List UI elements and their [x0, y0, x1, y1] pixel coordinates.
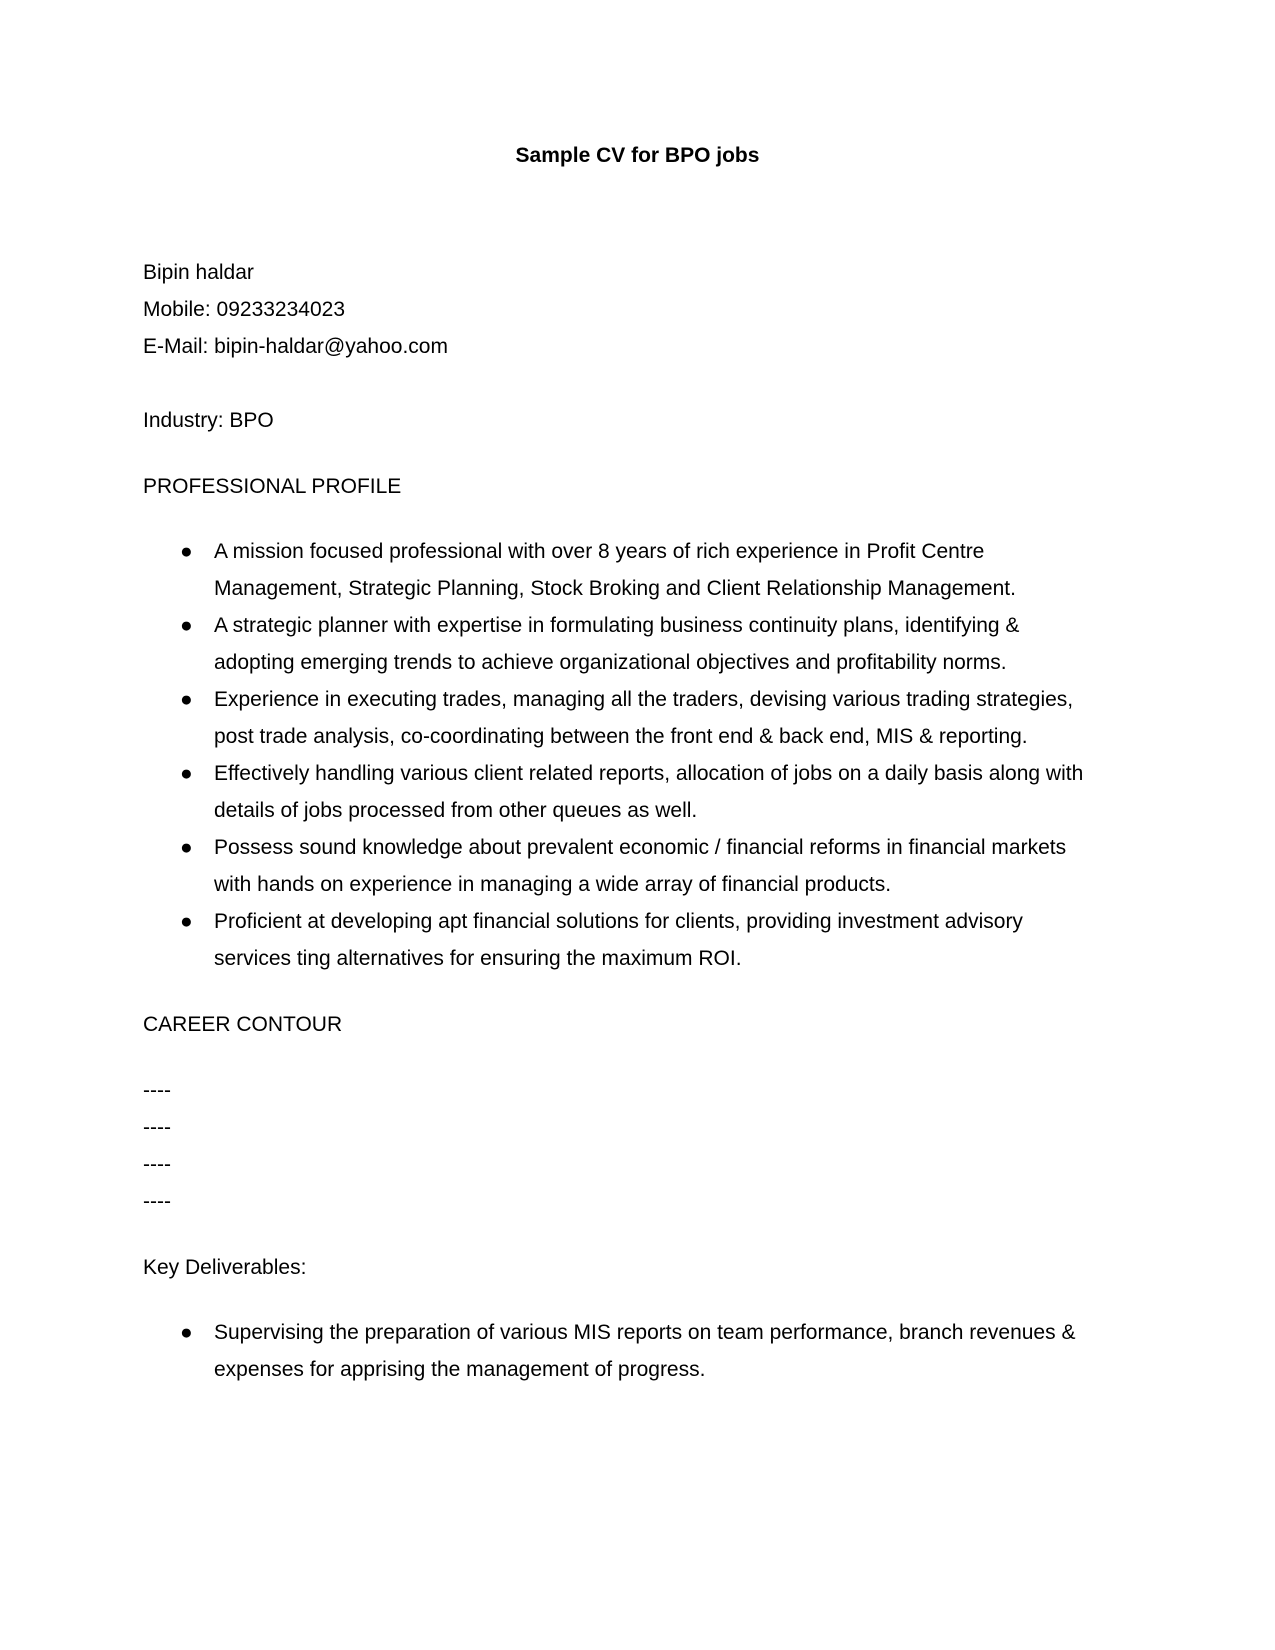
bullet-text: Proficient at developing apt financial solutions for clients, providing investment advisory services ting alternatives for ensuring the maximum ROI.: [214, 910, 1023, 970]
bullet-text: A mission focused professional with over 8 years of rich experience in Profit Centre Management, Strategic Planning, Stock Broking and Client Relationship Management.: [214, 540, 1016, 600]
bullet-text: Supervising the preparation of various MIS reports on team performance, branch revenues & expenses for apprising the management of progress.: [214, 1321, 1076, 1381]
list-item: [0, 829, 1275, 903]
profile-bullet-list: [0, 533, 1275, 977]
profile-heading: PROFESSIONAL PROFILE: [143, 475, 402, 498]
career-placeholder-line: ----: [143, 1079, 171, 1102]
contact-name: Bipin haldar: [143, 261, 254, 284]
industry-line: Industry: BPO: [143, 409, 274, 432]
bullet-text: Experience in executing trades, managing all the traders, devising various trading strategies, post trade analysis, co-coordinating between the front end & back end, MIS & reporting.: [214, 688, 1074, 748]
bullet-icon: ●: [180, 836, 193, 859]
bullet-text: A strategic planner with expertise in formulating business continuity plans, identifying & adopting emerging trends to achieve organizational objectives and profitability norms.: [214, 614, 1020, 674]
bullet-icon: ●: [180, 540, 193, 563]
list-item: [0, 607, 1275, 681]
list-item: [0, 1314, 1275, 1388]
bullet-icon: ●: [180, 1321, 193, 1344]
bullet-text: Effectively handling various client related reports, allocation of jobs on a daily basis along with details of jobs processed from other queues as well.: [214, 762, 1084, 822]
list-item: [0, 681, 1275, 755]
bullet-text: Possess sound knowledge about prevalent economic / financial reforms in financial markets with hands on experience in managing a wide array of financial products.: [214, 836, 1067, 896]
contact-mobile: Mobile: 09233234023: [143, 298, 346, 321]
deliverables-heading: Key Deliverables:: [143, 1256, 307, 1279]
career-placeholder-line: ----: [143, 1153, 171, 1176]
bullet-icon: ●: [180, 688, 193, 711]
deliverables-bullet-list: [0, 1314, 1275, 1388]
bullet-icon: ●: [180, 762, 193, 785]
bullet-icon: ●: [180, 614, 193, 637]
document-title: Sample CV for BPO jobs: [515, 144, 760, 167]
career-placeholder-line: ----: [143, 1190, 171, 1213]
list-item: [0, 755, 1275, 829]
list-item: [0, 903, 1275, 977]
career-heading: CAREER CONTOUR: [143, 1013, 343, 1036]
bullet-icon: ●: [180, 910, 193, 933]
list-item: [0, 533, 1275, 607]
contact-email: E-Mail: bipin-haldar@yahoo.com: [143, 335, 448, 358]
career-placeholder-line: ----: [143, 1116, 171, 1139]
